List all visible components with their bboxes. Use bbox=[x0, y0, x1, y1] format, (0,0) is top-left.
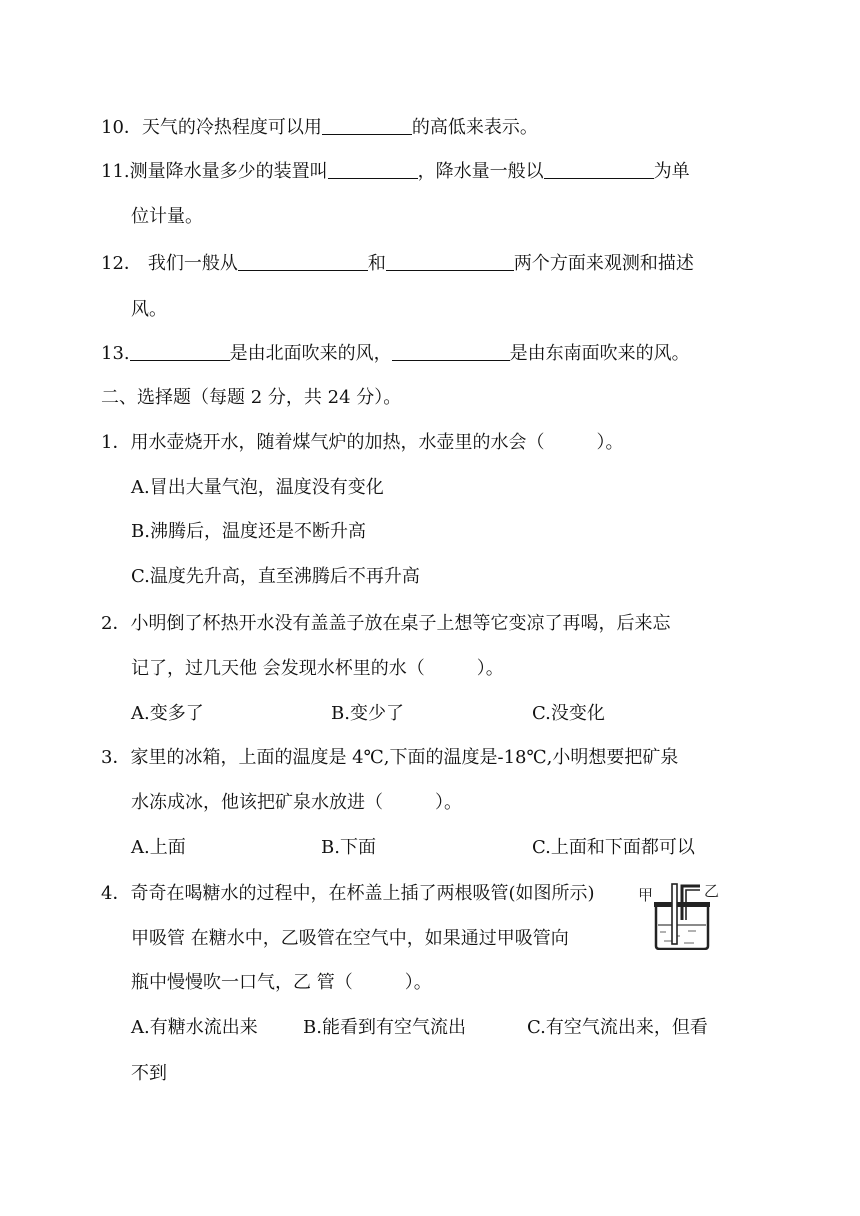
option-a[interactable]: A.有糖水流出来 bbox=[131, 1017, 258, 1038]
section-heading: 二、选择题（每题 2 分，共 24 分）。 bbox=[101, 387, 402, 408]
question-10 bbox=[101, 116, 538, 140]
question-text: ）。 bbox=[435, 792, 462, 813]
answer-blank[interactable] bbox=[238, 252, 368, 271]
option-b[interactable]: B.下面 bbox=[321, 837, 376, 858]
question-text: ）。 bbox=[476, 658, 504, 679]
question-11-continued: 位计量。 bbox=[131, 206, 203, 227]
choice-question-2 bbox=[101, 612, 670, 636]
option-c[interactable]: C.上面和下面都可以 bbox=[532, 837, 695, 858]
question-text: 水冻成冰，他该把矿泉水放进（ bbox=[131, 792, 383, 813]
option-b[interactable]: B.能看到有空气流出 bbox=[303, 1017, 466, 1038]
question-text: 是由北面吹来的风， bbox=[229, 343, 392, 364]
option-b[interactable]: B.变少了 bbox=[331, 703, 404, 724]
choice-question-3-continued bbox=[131, 791, 462, 815]
option-c[interactable]: C.有空气流出来，但看 bbox=[527, 1017, 708, 1038]
question-11 bbox=[101, 160, 690, 184]
question-text: ）。 bbox=[404, 972, 432, 993]
question-text: 小明倒了杯热开水没有盖盖子放在桌子上想等它变凉了再喝，后来忘 bbox=[130, 613, 671, 634]
option-c[interactable]: C.温度先升高，直至沸腾后不再升高 bbox=[131, 566, 420, 587]
question-text: ，降水量一般以 bbox=[417, 161, 544, 182]
question-number: 13. bbox=[101, 343, 130, 364]
option-a[interactable]: A.变多了 bbox=[131, 703, 204, 724]
question-text: ）。 bbox=[596, 432, 624, 453]
option-a[interactable]: A.冒出大量气泡，温度没有变化 bbox=[131, 477, 384, 498]
question-number: 4． bbox=[101, 883, 131, 904]
question-text: 瓶中慢慢吹一口气，乙 管（ bbox=[131, 972, 353, 993]
question-12-continued: 风。 bbox=[131, 299, 167, 320]
question-13 bbox=[101, 342, 690, 366]
answer-blank[interactable] bbox=[130, 342, 230, 361]
answer-blank[interactable] bbox=[386, 252, 514, 271]
question-text: 是由东南面吹来的风。 bbox=[509, 343, 690, 364]
choice-question-2-continued bbox=[131, 657, 504, 681]
question-number: 10． bbox=[101, 117, 142, 138]
question-text: 用水壶烧开水，随着煤气炉的加热，水壶里的水会（ bbox=[130, 432, 545, 453]
option-b[interactable]: B.沸腾后，温度还是不断升高 bbox=[131, 521, 366, 542]
question-text: 天气的冷热程度可以用 bbox=[141, 117, 322, 138]
question-text: 记了，过几天他 会发现水杯里的水（ bbox=[131, 658, 425, 679]
option-a[interactable]: A.上面 bbox=[131, 837, 186, 858]
option-c-continued: 不到 bbox=[131, 1063, 167, 1084]
question-text: 的高低来表示。 bbox=[411, 117, 538, 138]
question-text: 测量降水量多少的装置叫 bbox=[129, 161, 328, 182]
question-number: 11. bbox=[101, 161, 130, 182]
answer-blank[interactable] bbox=[392, 342, 510, 361]
question-text: 和 bbox=[367, 253, 386, 274]
answer-blank[interactable] bbox=[544, 160, 654, 179]
question-12 bbox=[101, 252, 694, 276]
question-text: 我们一般从 bbox=[147, 253, 238, 274]
choice-question-1 bbox=[101, 431, 623, 455]
question-number: 2． bbox=[101, 613, 131, 634]
answer-blank[interactable] bbox=[328, 160, 418, 179]
question-text: 两个方面来观测和描述 bbox=[513, 253, 694, 274]
choice-question-4-continued bbox=[131, 971, 432, 995]
question-number: 1． bbox=[101, 432, 131, 453]
question-number: 3． bbox=[101, 747, 131, 768]
question-number: 12． bbox=[101, 253, 142, 274]
figure-label-yi: 乙 bbox=[704, 882, 720, 900]
figure-label-jia: 甲 bbox=[638, 886, 654, 904]
question-text: 为单 bbox=[653, 161, 690, 182]
question-text: 家里的冰箱，上面的温度是 4℃,下面的温度是-18℃,小明想要把矿泉 bbox=[130, 747, 679, 768]
answer-blank[interactable] bbox=[322, 116, 412, 135]
jar-with-straws-figure bbox=[636, 880, 726, 950]
choice-question-3 bbox=[101, 746, 678, 770]
question-text: 奇奇在喝糖水的过程中，在杯盖上插了两根吸管(如图所示) bbox=[130, 883, 595, 904]
option-c[interactable]: C.没变化 bbox=[532, 703, 605, 724]
choice-question-4 bbox=[101, 882, 595, 906]
choice-question-4-continued: 甲吸管 在糖水中，乙吸管在空气中，如果通过甲吸管向 bbox=[131, 928, 569, 949]
